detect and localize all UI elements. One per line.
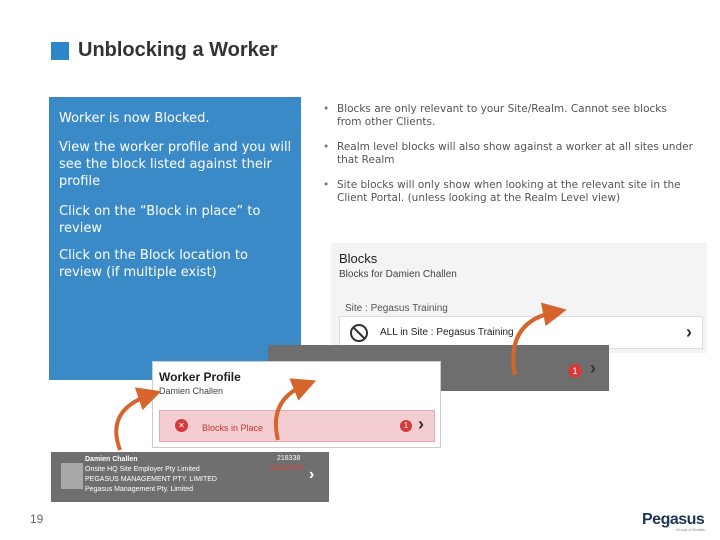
worker-card-employer: Pegasus Management Pty. Limited [85,486,194,493]
worker-card-employer: Onsite HQ Site Employer Pty Limited [85,466,200,473]
note-item: • Blocks are only relevant to your Site/Realm. Cannot see blocks from other Clients. [323,103,667,128]
block-location-label: ALL in Site : Pegasus Training [380,327,514,338]
note-item: • Site blocks will only show when looking at the relevant site in the Client Portal. (unless looking at the Realm Level view) [323,179,681,204]
blocks-in-place-label: Blocks in Place [202,423,264,433]
instruction-3: Click on the “Block in place” to review [59,204,261,236]
worker-card-id: 218338 [277,455,301,462]
blocks-heading: Blocks [339,251,378,266]
worker-profile-name: Damien Challen [159,386,224,396]
chevron-right-icon: › [418,414,424,434]
arrow-to-site-row [513,312,555,375]
instruction-1: Worker is now Blocked. [59,111,210,126]
page-title: Unblocking a Worker [78,39,278,61]
block-count-badge: 1 [400,420,412,432]
worker-profile-title: Worker Profile [159,370,241,384]
arrow-to-profile [116,395,150,450]
note-item: • Realm level blocks will also show against a worker at all sites under that Realm [323,141,693,166]
chevron-right-icon: › [590,358,596,378]
arrow-to-blocks-bar [276,385,305,440]
status-badge: BLOCKED [271,465,305,472]
chevron-right-icon: › [686,322,692,342]
page-number: 19 [30,512,44,526]
block-count-badge: 1 [568,364,582,378]
close-circle-icon: ✕ [175,419,188,432]
chevron-right-icon: › [309,466,315,483]
blocks-subheading: Blocks for Damien Challen [339,269,457,280]
instruction-4: Click on the Block location to review (if multiple exist) [59,248,248,280]
site-label: Site : Pegasus Training [345,303,448,314]
logo-tagline: Group of Bodies [676,527,705,532]
pegasus-logo: Pegasus [642,511,705,528]
worker-card-employer: PEGASUS MANAGEMENT PTY. LIMITED [85,476,217,483]
instruction-2: View the worker profile and you will see the block listed against their profile [59,140,292,189]
worker-card-name: Damien Challen [85,456,138,463]
